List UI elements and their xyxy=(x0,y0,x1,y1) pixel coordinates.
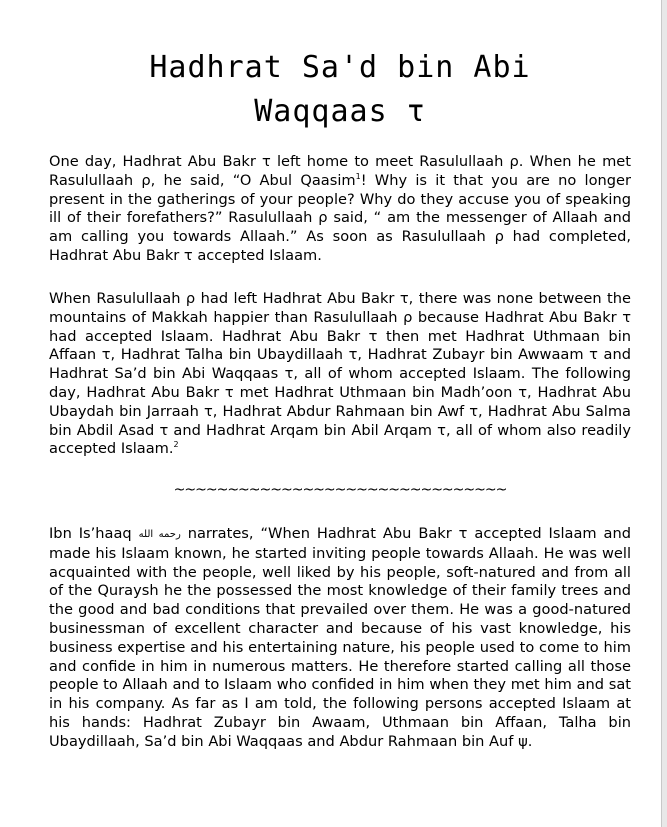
paragraph-1 xyxy=(49,153,631,266)
page-title xyxy=(40,46,640,134)
paragraph-3-text-a: Ibn Is’haaq xyxy=(49,525,139,542)
footnote-ref-1: 1 xyxy=(355,171,361,181)
footnote-ref-2: 2 xyxy=(173,440,179,450)
paragraph-1-text-b: ! Why is it that you are no longer present in the gatherings of your people? Why do they accuse you of speaking ill of their forefathers?” Rasulullaah ρ said, “ am the messenger of Allaah and am calling you towards Allaah.” As soon as Rasulullaah ρ had completed, Hadhrat Abu Bakr τ accepted Islaam. xyxy=(49,171,631,264)
paragraph-3-text-b: narrates, “When Hadhrat Abu Bakr τ accepted Islaam and made his Islaam known, he started inviting people towards Allaah. He was well acquainted with the people, well liked by his people, soft-natured and from all of the Quraysh he the possessed the most knowledge of their family trees and the good and bad conditions that prevailed over them. He was a good-natured businessman of excellent character and because of his vast knowledge, his business expertise and his entertaining nature, his people used to come to him and confide in him in numerous matters. He therefore started calling all those people to Allaah and to Islaam who confided in him when they met him and sat in his company. As far as I am told, the following persons accepted Islaam at his hands: Hadhrat Zubayr bin Awaam, Uthmaan bin Affaan, Talha bin Ubaydillaah, Sa’d bin Abi Waqqaas and Abdur Rahmaan bin Auf ψ. xyxy=(49,525,631,750)
paragraph-2 xyxy=(49,290,631,459)
title-line-2: Waqqaas τ xyxy=(254,94,426,129)
paragraph-1-text-a: One day, Hadhrat Abu Bakr τ left home to meet Rasulullaah ρ. When he met Rasulullaah ρ, he said, “O Abul Qaasim xyxy=(49,153,631,189)
section-divider: ~~~~~~~~~~~~~~~~~~~~~~~~~~~~~~~ xyxy=(173,482,507,498)
paragraph-3 xyxy=(49,525,631,752)
paragraph-2-text: When Rasulullaah ρ had left Hadhrat Abu Bakr τ, there was none between the mountains of Makkah happier than Rasulullaah ρ because Hadhrat Abu Bakr τ had accepted Islaam. Hadhrat Abu Bakr τ then met Hadhrat Uthmaan bin Affaan τ, Hadhrat Talha bin Ubaydillaah τ, Hadhrat Zubayr bin Awwaam τ and Hadhrat Sa’d bin Abi Waqqaas τ, all of whom accepted Islaam. The following day, Hadhrat Abu Bakr τ met Hadhrat Uthmaan bin Madh’oon τ, Hadhrat Abu Ubaydah bin Jarraah τ, Hadhrat Abdur Rahmaan bin Awf τ, Hadhrat Abu Salma bin Abdil Asad τ and Hadhrat Arqam bin Abil Arqam τ, all of whom also readily accepted Islaam. xyxy=(49,290,631,458)
title-line-1: Hadhrat Sa'd bin Abi xyxy=(149,50,531,85)
arabic-honorific: رحمه الله xyxy=(138,529,181,540)
page-edge xyxy=(661,0,667,827)
